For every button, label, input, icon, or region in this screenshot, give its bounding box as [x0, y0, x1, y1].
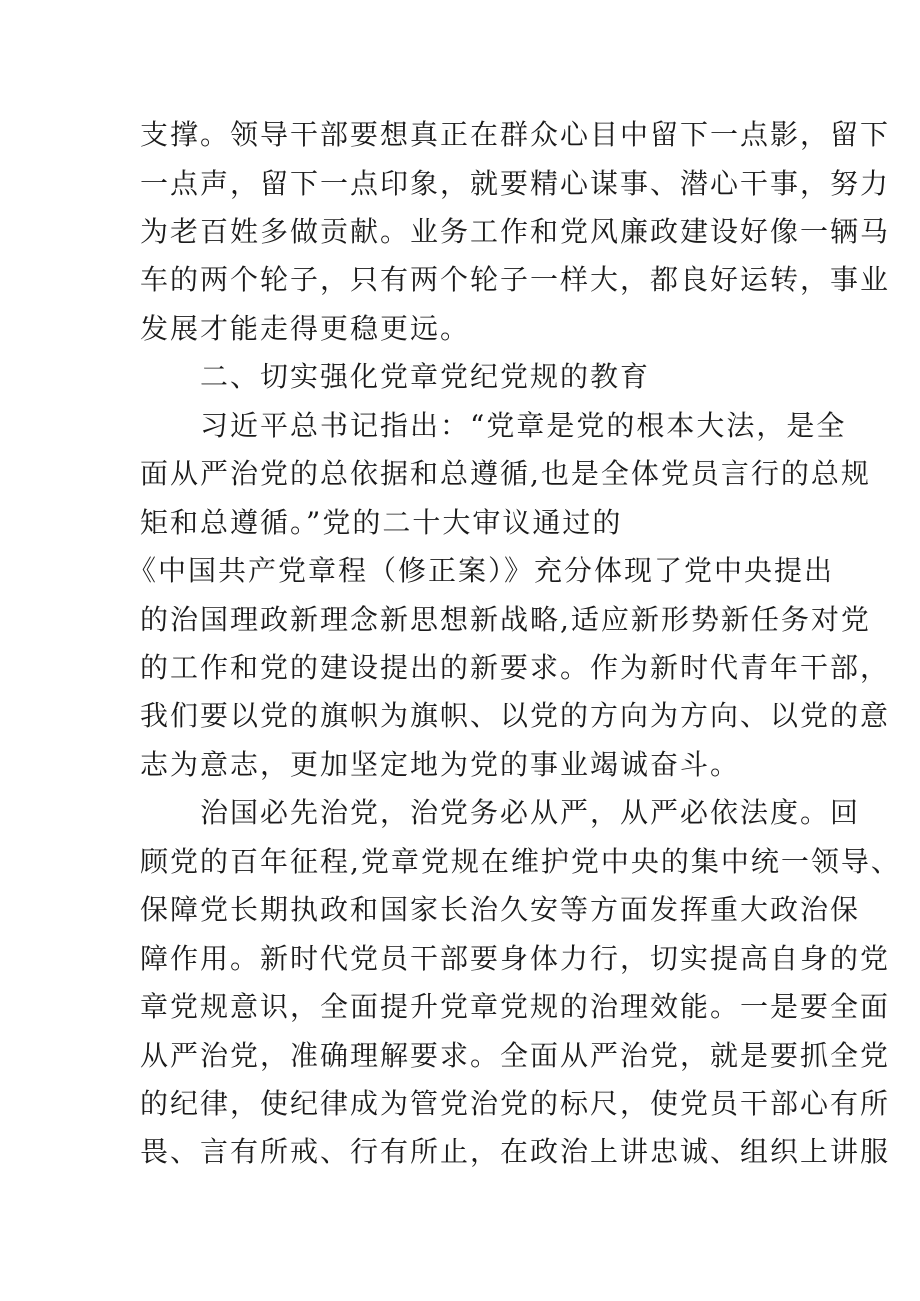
- text-line: 的治国理政新理念新思想新战略,适应新形势新任务对党: [140, 603, 871, 636]
- text-line: 保障党长期执政和国家长治久安等方面发挥重大政治保: [140, 893, 861, 926]
- text-line: 志为意志，更加坚定地为党的事业竭诚奋斗。: [140, 748, 741, 781]
- text-line: 从严治党，准确理解要求。全面从严治党，就是要抓全党: [140, 1039, 891, 1072]
- text-line: 的工作和党的建设提出的新要求。作为新时代青年干部，: [140, 651, 891, 684]
- text-line: 支撑。领导干部要想真正在群众心目中留下一点影，留下: [140, 118, 891, 151]
- text-line: 发展才能走得更稳更远。: [140, 312, 471, 345]
- text-line: 我们要以党的旗帜为旗帜、以党的方向为方向、以党的意: [140, 699, 891, 732]
- text-line: 的纪律，使纪律成为管党治党的标尺，使党员干部心有所: [140, 1087, 891, 1120]
- text-line: 面从严治党的总依据和总遵循,也是全体党员言行的总规: [140, 457, 871, 490]
- text-line: 障作用。新时代党员干部要身体力行，切实提高自身的党: [140, 942, 891, 975]
- text-line: 治国必先治党，治党务必从严，从严必依法度。回: [200, 796, 861, 829]
- text-line: 车的两个轮子，只有两个轮子一样大，都良好运转，事业: [140, 263, 891, 296]
- text-line: 为老百姓多做贡献。业务工作和党风廉政建设好像一辆马: [140, 215, 891, 248]
- text-line: 章党规意识，全面提升党章党规的治理效能。一是要全面: [140, 990, 891, 1023]
- section-heading: 二、切实强化党章党纪党规的教育: [200, 360, 651, 393]
- text-line: 习近平总书记指出：“党章是党的根本大法，是全: [200, 409, 847, 442]
- text-line: 一点声，留下一点印象，就要精心谋事、潜心干事，努力: [140, 167, 891, 200]
- text-line: 《中国共产党章程（修正案）》充分体现了党中央提出: [128, 554, 835, 587]
- text-line: 顾党的百年征程,党章党规在维护党中央的集中统一领导、: [140, 845, 901, 878]
- text-line: 畏、言有所戒、行有所止，在政治上讲忠诚、组织上讲服: [140, 1135, 891, 1168]
- text-line: 矩和总遵循。”党的二十大审议通过的: [140, 506, 623, 539]
